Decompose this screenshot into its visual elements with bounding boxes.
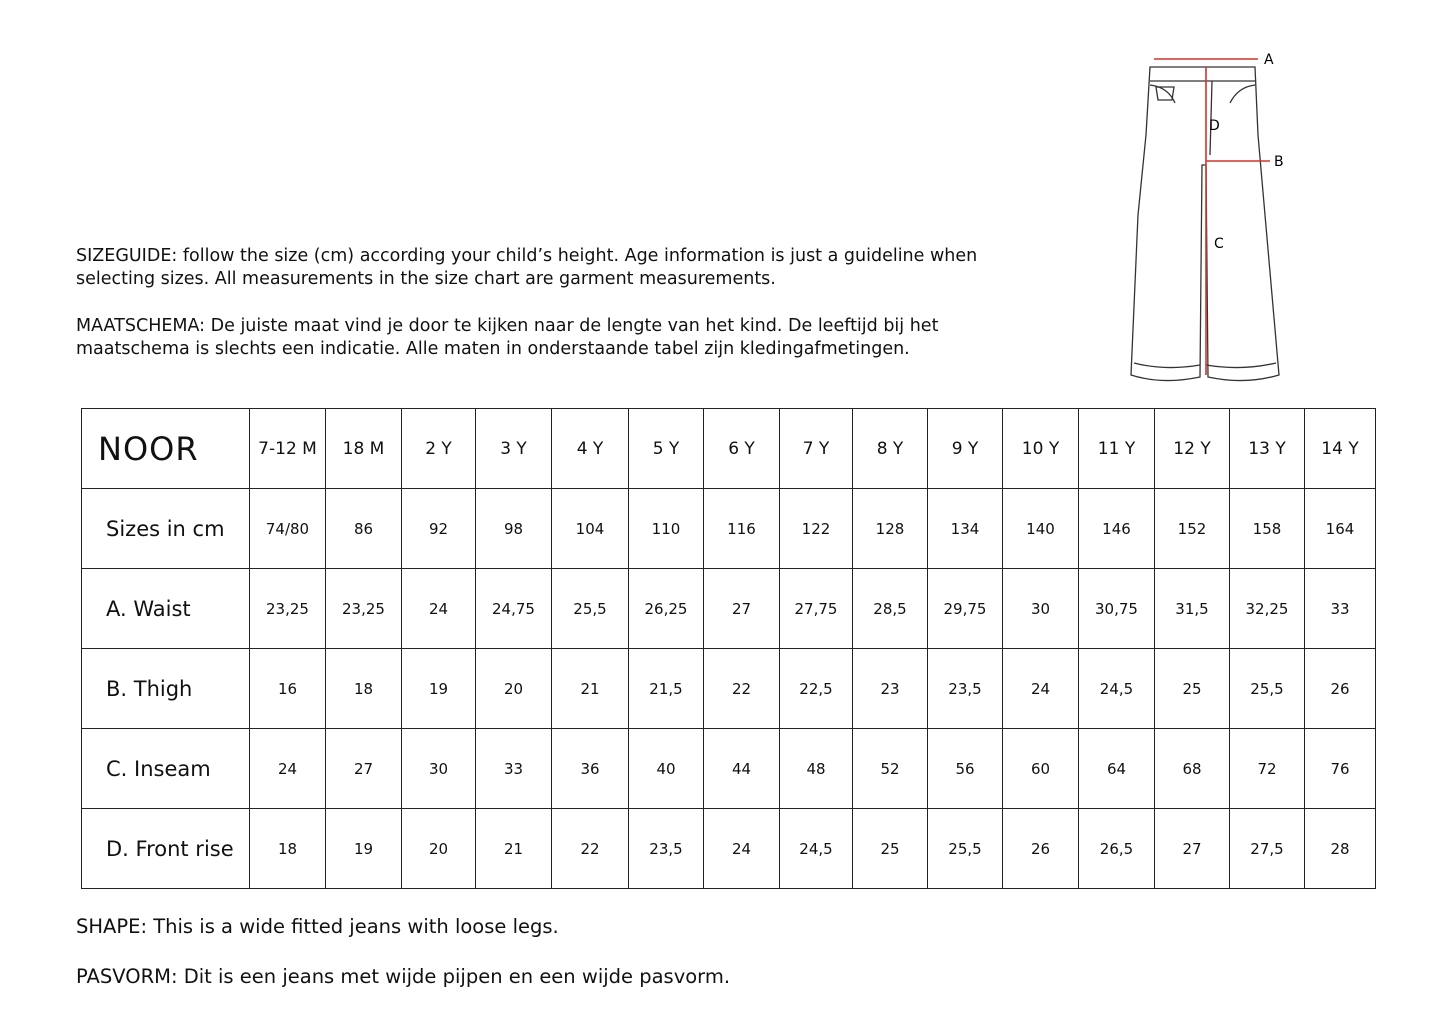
table-cell: 21 [476, 809, 552, 889]
table-cell: 134 [928, 489, 1003, 569]
table-cell: 23 [853, 649, 928, 729]
table-cell: 30,75 [1079, 569, 1155, 649]
table-cell: 25,5 [1230, 649, 1305, 729]
age-header: 9 Y [928, 409, 1003, 489]
table-cell: 24 [250, 729, 326, 809]
table-cell: 25,5 [552, 569, 629, 649]
table-cell: 32,25 [1230, 569, 1305, 649]
age-header: 7 Y [780, 409, 853, 489]
table-cell: 27 [1155, 809, 1230, 889]
table-cell: 24 [1003, 649, 1079, 729]
table-cell: 36 [552, 729, 629, 809]
table-cell: 27 [704, 569, 780, 649]
row-label: Sizes in cm [82, 489, 250, 569]
maatschema-heading: MAATSCHEMA: [76, 316, 206, 336]
age-header: 14 Y [1305, 409, 1376, 489]
table-cell: 26 [1003, 809, 1079, 889]
table-cell: 27,75 [780, 569, 853, 649]
label-a: A [1264, 52, 1274, 68]
table-cell: 27 [326, 729, 402, 809]
table-cell: 98 [476, 489, 552, 569]
age-header: 10 Y [1003, 409, 1079, 489]
label-c: C [1214, 236, 1224, 252]
pasvorm-heading: PASVORM: [76, 965, 178, 988]
table-cell: 52 [853, 729, 928, 809]
table-cell: 110 [629, 489, 704, 569]
table-cell: 74/80 [250, 489, 326, 569]
table-cell: 86 [326, 489, 402, 569]
row-label: D. Front rise [82, 809, 250, 889]
table-cell: 48 [780, 729, 853, 809]
sizeguide-paragraph [76, 245, 1036, 291]
table-cell: 28,5 [853, 569, 928, 649]
table-cell: 19 [402, 649, 476, 729]
table-cell: 164 [1305, 489, 1376, 569]
table-cell: 24,5 [1079, 649, 1155, 729]
table-cell: 26,25 [629, 569, 704, 649]
table-cell: 20 [476, 649, 552, 729]
age-header: 3 Y [476, 409, 552, 489]
table-cell: 158 [1230, 489, 1305, 569]
shape-paragraph [76, 915, 559, 938]
table-cell: 24,5 [780, 809, 853, 889]
age-header: 11 Y [1079, 409, 1155, 489]
row-label: B. Thigh [82, 649, 250, 729]
sizeguide-text: follow the size (cm) according your child’s height. Age information is just a guideline when selecting sizes. All measurements in the size chart are garment measurements. [76, 246, 978, 289]
table-row [82, 649, 1376, 729]
table-cell: 16 [250, 649, 326, 729]
table-cell: 24 [704, 809, 780, 889]
table-cell: 92 [402, 489, 476, 569]
table-cell: 22 [704, 649, 780, 729]
table-cell: 26 [1305, 649, 1376, 729]
jeans-measurement-diagram [1120, 45, 1300, 390]
table-cell: 56 [928, 729, 1003, 809]
table-cell: 21 [552, 649, 629, 729]
table-cell: 18 [250, 809, 326, 889]
table-cell: 23,5 [629, 809, 704, 889]
pasvorm-text: Dit is een jeans met wijde pijpen en een wijde pasvorm. [183, 965, 731, 988]
age-header: 12 Y [1155, 409, 1230, 489]
table-cell: 29,75 [928, 569, 1003, 649]
pasvorm-paragraph [76, 965, 730, 988]
maatschema-paragraph [76, 315, 1036, 361]
table-cell: 44 [704, 729, 780, 809]
table-row [82, 809, 1376, 889]
table-cell: 76 [1305, 729, 1376, 809]
table-cell: 24,75 [476, 569, 552, 649]
table-cell: 25 [853, 809, 928, 889]
table-row [82, 489, 1376, 569]
table-cell: 21,5 [629, 649, 704, 729]
row-label: A. Waist [82, 569, 250, 649]
table-cell: 23,5 [928, 649, 1003, 729]
table-cell: 33 [476, 729, 552, 809]
table-cell: 23,25 [326, 569, 402, 649]
age-header: 13 Y [1230, 409, 1305, 489]
table-cell: 25,5 [928, 809, 1003, 889]
table-cell: 116 [704, 489, 780, 569]
table-cell: 122 [780, 489, 853, 569]
age-header: 18 M [326, 409, 402, 489]
table-cell: 22 [552, 809, 629, 889]
table-cell: 140 [1003, 489, 1079, 569]
table-cell: 25 [1155, 649, 1230, 729]
table-cell: 24 [402, 569, 476, 649]
table-cell: 18 [326, 649, 402, 729]
age-header: 2 Y [402, 409, 476, 489]
table-cell: 30 [402, 729, 476, 809]
table-cell: 22,5 [780, 649, 853, 729]
table-cell: 68 [1155, 729, 1230, 809]
table-cell: 72 [1230, 729, 1305, 809]
age-header: 4 Y [552, 409, 629, 489]
label-b: B [1274, 154, 1284, 170]
table-cell: 23,25 [250, 569, 326, 649]
size-chart-table [81, 408, 1376, 889]
shape-heading: SHAPE: [76, 915, 148, 938]
jeans-outline [1131, 67, 1279, 381]
table-cell: 33 [1305, 569, 1376, 649]
table-cell: 30 [1003, 569, 1079, 649]
table-cell: 104 [552, 489, 629, 569]
maatschema-text: De juiste maat vind je door te kijken naar de lengte van het kind. De leeftijd bij het maatschema is slechts een indicatie. Alle maten in onderstaande tabel zijn kledingafmetingen. [76, 316, 939, 359]
table-cell: 128 [853, 489, 928, 569]
shape-text: This is a wide fitted jeans with loose legs. [153, 915, 559, 938]
table-cell: 28 [1305, 809, 1376, 889]
age-header: 6 Y [704, 409, 780, 489]
row-label: C. Inseam [82, 729, 250, 809]
table-cell: 27,5 [1230, 809, 1305, 889]
table-header-row [82, 409, 1376, 489]
age-header: 8 Y [853, 409, 928, 489]
table-cell: 20 [402, 809, 476, 889]
label-d: D [1209, 118, 1220, 134]
table-cell: 19 [326, 809, 402, 889]
table-cell: 26,5 [1079, 809, 1155, 889]
table-cell: 40 [629, 729, 704, 809]
table-cell: 152 [1155, 489, 1230, 569]
age-header: 5 Y [629, 409, 704, 489]
table-cell: 31,5 [1155, 569, 1230, 649]
table-cell: 60 [1003, 729, 1079, 809]
model-name: NOOR [82, 409, 250, 489]
table-cell: 146 [1079, 489, 1155, 569]
table-cell: 64 [1079, 729, 1155, 809]
table-row [82, 569, 1376, 649]
age-header: 7-12 M [250, 409, 326, 489]
table-row [82, 729, 1376, 809]
sizeguide-heading: SIZEGUIDE: [76, 246, 178, 266]
